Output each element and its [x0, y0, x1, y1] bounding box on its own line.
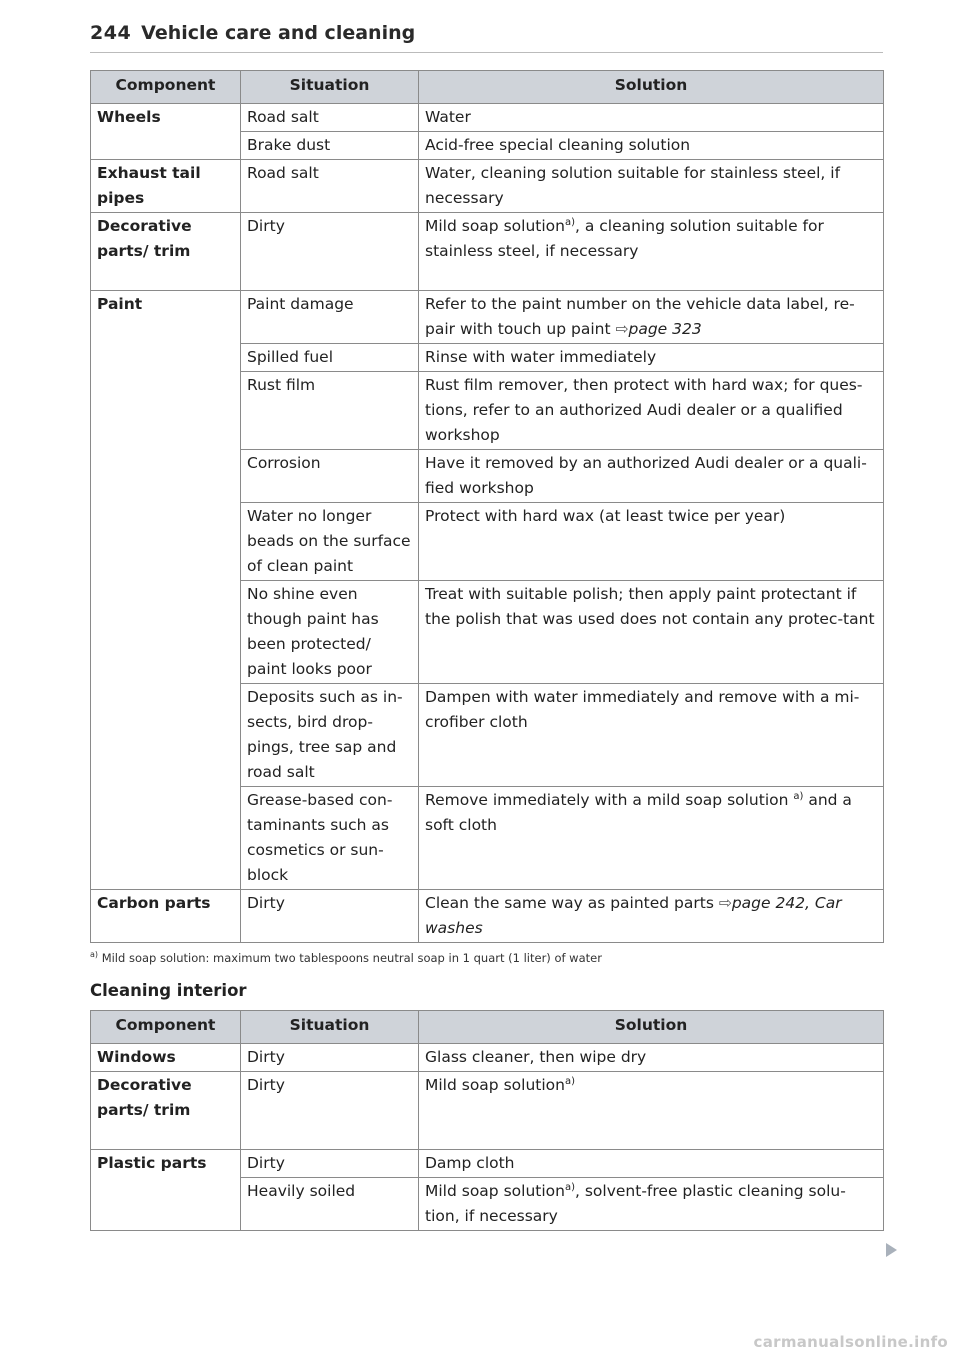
solution-cell: Acid-free special cleaning solution	[419, 132, 884, 160]
column-header: Component	[91, 1011, 241, 1044]
solution-cell: Protect with hard wax (at least twice per year)	[419, 503, 884, 581]
section-heading: Cleaning interior	[90, 981, 247, 1000]
situation-cell: Deposits such as in-sects, bird drop-pings, tree sap and road salt	[241, 684, 419, 787]
page-reference-link[interactable]: page 323	[628, 320, 702, 338]
table-header-row	[91, 71, 884, 104]
component-cell: Decorative parts/ trim	[91, 213, 241, 291]
situation-cell: Dirty	[241, 1150, 419, 1178]
footnote-text: Mild soap solution: maximum two tablespoons neutral soap in 1 quart (1 liter) of water	[101, 951, 602, 965]
column-header: Situation	[241, 1011, 419, 1044]
page-number: 244	[90, 22, 132, 44]
page-header	[90, 22, 883, 53]
column-header: Component	[91, 71, 241, 104]
solution-cell: Glass cleaner, then wipe dry	[419, 1044, 884, 1072]
table-row	[91, 160, 884, 213]
component-cell: Decorative parts/ trim	[91, 1072, 241, 1150]
solution-text: , a cleaning solution suitable for stainless steel, if necessary	[425, 217, 824, 260]
solution-text: , solvent-free plastic cleaning solu-tion, if necessary	[425, 1182, 846, 1225]
solution-cell: Have it removed by an authorized Audi dealer or a quali-fied workshop	[419, 450, 884, 503]
footnote	[90, 951, 883, 965]
solution-cell	[419, 213, 884, 291]
manual-page	[90, 22, 883, 1231]
solution-text: Clean the same way as painted parts	[425, 894, 719, 912]
situation-cell: Spilled fuel	[241, 344, 419, 372]
situation-cell: Corrosion	[241, 450, 419, 503]
solution-text: Refer to the paint number on the vehicle data label, re-pair with touch up paint	[425, 295, 855, 338]
table-row	[91, 104, 884, 132]
situation-cell: Brake dust	[241, 132, 419, 160]
column-header: Situation	[241, 71, 419, 104]
situation-cell: Dirty	[241, 890, 419, 943]
situation-cell: Heavily soiled	[241, 1178, 419, 1231]
situation-cell: Dirty	[241, 1072, 419, 1150]
table-row	[91, 1044, 884, 1072]
table-row	[91, 291, 884, 344]
page-title: Vehicle care and cleaning	[141, 22, 416, 44]
component-cell: Exhaust tail pipes	[91, 160, 241, 213]
solution-text: Remove immediately with a mild soap solution	[425, 791, 794, 809]
solution-cell: Water, cleaning solution suitable for stainless steel, if necessary	[419, 160, 884, 213]
situation-cell: Grease-based con-taminants such as cosmetics or sun-block	[241, 787, 419, 890]
component-cell: Plastic parts	[91, 1150, 241, 1231]
situation-cell: Road salt	[241, 160, 419, 213]
column-header: Solution	[419, 1011, 884, 1044]
situation-cell: Paint damage	[241, 291, 419, 344]
solution-cell: Rust film remover, then protect with hard wax; for ques-tions, refer to an authorized Audi dealer or a qualified workshop	[419, 372, 884, 450]
table-row	[91, 1072, 884, 1150]
solution-cell	[419, 291, 884, 344]
footnote-marker: a)	[564, 1075, 575, 1087]
solution-cell	[419, 1072, 884, 1150]
solution-cell	[419, 787, 884, 890]
situation-cell: Dirty	[241, 1044, 419, 1072]
arrow-right-icon: ⇨	[615, 320, 629, 338]
solution-cell: Rinse with water immediately	[419, 344, 884, 372]
solution-text: Mild soap solution	[425, 1182, 565, 1200]
situation-cell: Rust film	[241, 372, 419, 450]
solution-text: Mild soap solution	[425, 1076, 565, 1094]
situation-cell: Water no longer beads on the surface of clean paint	[241, 503, 419, 581]
solution-cell: Damp cloth	[419, 1150, 884, 1178]
page-reference-link[interactable]: page 242, Car washes	[425, 894, 842, 937]
watermark: carmanualsonline.info	[753, 1333, 948, 1351]
solution-cell: Dampen with water immediately and remove with a mi-crofiber cloth	[419, 684, 884, 787]
table-row	[91, 1150, 884, 1178]
continue-arrow-icon	[886, 1243, 897, 1257]
solution-cell	[419, 1178, 884, 1231]
component-cell: Carbon parts	[91, 890, 241, 943]
component-cell: Windows	[91, 1044, 241, 1072]
situation-cell: No shine even though paint has been protected/ paint looks poor	[241, 581, 419, 684]
situation-cell: Road salt	[241, 104, 419, 132]
arrow-right-icon: ⇨	[718, 894, 732, 912]
component-cell: Paint	[91, 291, 241, 890]
situation-cell: Dirty	[241, 213, 419, 291]
footnote-marker: a)	[564, 216, 575, 228]
component-cell: Wheels	[91, 104, 241, 160]
footnote-marker: a)	[90, 950, 99, 960]
table-row	[91, 213, 884, 291]
solution-text: Mild soap solution	[425, 217, 565, 235]
solution-cell: Water	[419, 104, 884, 132]
table-row	[91, 890, 884, 943]
table-header-row	[91, 1011, 884, 1044]
solution-cell: Treat with suitable polish; then apply paint protectant if the polish that was used does not contain any protec-tant	[419, 581, 884, 684]
column-header: Solution	[419, 71, 884, 104]
interior-cleaning-table	[90, 1010, 884, 1231]
exterior-cleaning-table	[90, 70, 884, 943]
solution-cell	[419, 890, 884, 943]
footnote-marker: a)	[564, 1181, 575, 1193]
solution-text: and a soft cloth	[425, 791, 852, 834]
footnote-marker: a)	[793, 790, 804, 802]
